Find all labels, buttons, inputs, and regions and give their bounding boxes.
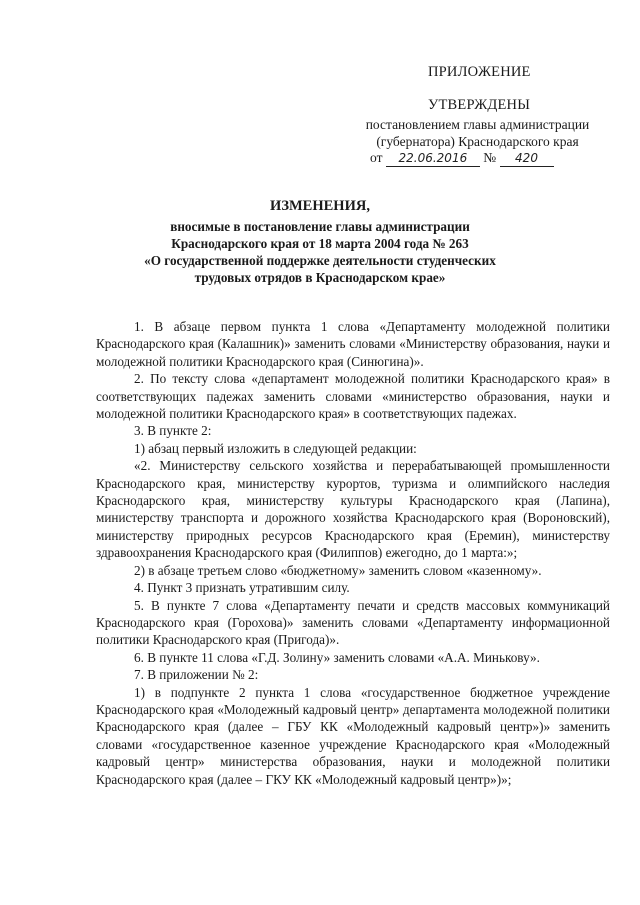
paragraph: 3. В пункте 2: xyxy=(134,423,212,439)
paragraph: 5. В пункте 7 слова «Департаменту печати и средств массовых коммуникаций Краснодарского края (Горохова)» заменить словами «Департаменту информационной политики Краснодарского края (Пригода)». xyxy=(96,597,610,648)
paragraph: 1. В абзаце первом пункта 1 слова «Департаменту молодежной политики Краснодарского края (Калашник)» заменить словами «Министерству образования, науки и молодежной политики Краснодарского края (Синюгина)». xyxy=(96,319,610,369)
appendix-label: ПРИЛОЖЕНИЕ xyxy=(428,64,531,80)
resolution-reference xyxy=(350,116,605,150)
subtitle-line-1: вносимые в постановление главы администрации xyxy=(170,219,470,234)
paragraph: 1) абзац первый изложить в следующей редакции: xyxy=(134,440,417,456)
approved-label: УТВЕРЖДЕНЫ xyxy=(428,97,531,113)
paragraph: 2) в абзаце третьем слово «бюджетному» заменить словом «казенному». xyxy=(134,562,542,578)
handwritten-number: 420 xyxy=(500,151,554,167)
paragraph: 2. По тексту слова «департамент молодежной политики Краснодарского края» в соответствующих падежах заменить словами «министерство образования, науки и молодежной политики Краснодарского края» в соответствующих падежах. xyxy=(96,371,610,422)
paragraph: «2. Министерству сельского хозяйства и перерабатывающей промышленности Краснодарского края, министерству курортов, туризма и олимпийского наследия Краснодарского края, министерству культуры Краснодарского края (Лапина), министерству транспорта и дорожного хозяйства Краснодарского края (Вороновский), министерству природных ресурсов Краснодарского края (Еремин), министерству здравоохранения Краснодарского края (Филиппов) ежегодно, до 1 марта:»; xyxy=(96,458,610,561)
resolution-date-line xyxy=(370,150,554,167)
document-title: ИЗМЕНЕНИЯ, xyxy=(270,198,370,214)
subtitle-line-4: трудовых отрядов в Краснодарском крае» xyxy=(194,270,446,285)
number-sign: № xyxy=(483,150,497,165)
subtitle-line-3: «О государственной поддержке деятельности студенческих xyxy=(144,253,496,268)
resolution-line-1: постановлением главы администрации xyxy=(365,117,590,132)
document-body xyxy=(96,318,610,788)
paragraph: 1) в подпункте 2 пункта 1 слова «государственное бюджетное учреждение Краснодарского края «Молодежный кадровый центр» департамента молодежной политики Краснодарского края (далее – ГБУ КК «Молодежный кадровый центр»)» заменить словами «государственное казенное учреждение Краснодарского края «Молодежный кадровый центр» министерства образования, науки и молодежной политики Краснодарского края (далее – ГКУ КК «Молодежный кадровый центр»)»; xyxy=(96,684,610,787)
paragraph: 7. В приложении № 2: xyxy=(134,667,259,683)
document-subtitle xyxy=(100,218,540,286)
date-prefix: от xyxy=(370,150,383,165)
handwritten-date: 22.06.2016 xyxy=(386,151,480,167)
subtitle-line-2: Краснодарского края от 18 марта 2004 года № 263 xyxy=(171,236,469,251)
resolution-line-2: (губернатора) Краснодарского края xyxy=(376,134,579,149)
paragraph: 6. В пункте 11 слова «Г.Д. Золину» заменить словами «А.А. Минькову». xyxy=(134,649,540,665)
paragraph: 4. Пункт 3 признать утратившим силу. xyxy=(134,580,350,596)
